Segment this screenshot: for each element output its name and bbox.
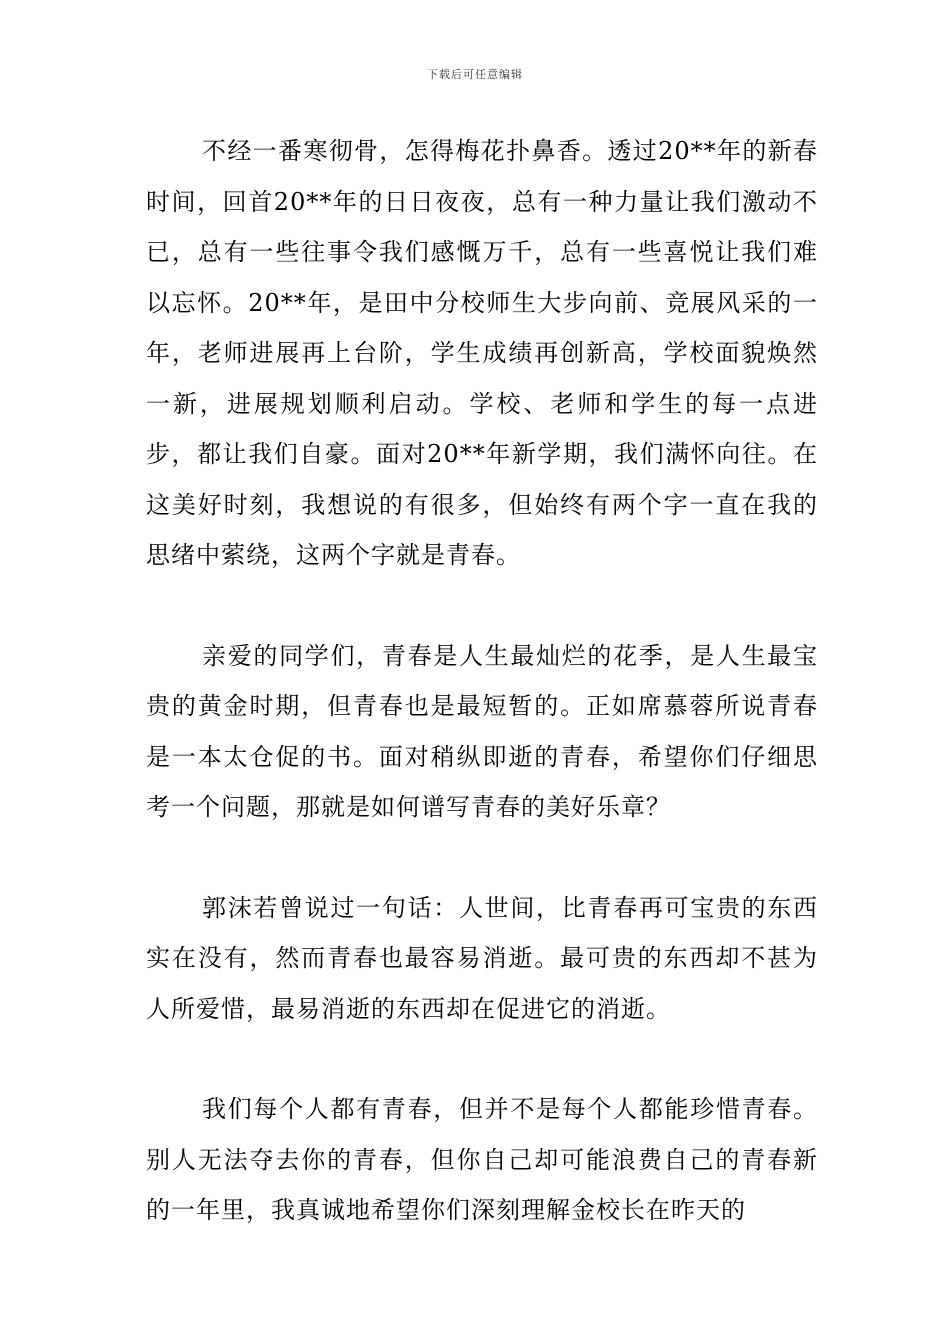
header-note: 下载后可任意编辑: [427, 68, 523, 81]
paragraph-3: 郭沫若曾说过一句话：人世间，比青春再可宝贵的东西实在没有，然而青春也最容易消逝。最可贵的东西却不甚为人所爱惜，最易消逝的东西却在促进它的消逝。: [146, 893, 818, 1023]
paragraph-gap: [146, 1034, 818, 1084]
paragraph-4: 我们每个人都有青春，但并不是每个人都能珍惜青春。别人无法夺去你的青春，但你自己却可能浪费自己的青春新的一年里，我真诚地希望你们深刻理解金校长在昨天的: [146, 1095, 818, 1224]
document-body: [146, 126, 818, 1236]
paragraph-2: 亲爱的同学们，青春是人生最灿烂的花季，是人生最宝贵的黄金时期，但青春也是最短暂的。正如席慕蓉所说青春是一本太仓促的书。面对稍纵即逝的青春，希望你们仔细思考一个问题，那就是如何谱写青春的美好乐章？: [146, 641, 818, 821]
paragraph-gap: [146, 581, 818, 631]
paragraph-gap: [146, 833, 818, 883]
paragraph-1: 不经一番寒彻骨，怎得梅花扑鼻香。透过20**年的新春时间，回首20**年的日日夜夜，总有一种力量让我们激动不已，总有一些往事令我们感慨万千，总有一些喜悦让我们难以忘怀。20**年，是田中分校师生大步向前、竞展风采的一年，老师进展再上台阶，学生成绩再创新高，学校面貌焕然一新，进展规划顺利启动。学校、老师和学生的每一点进步，都让我们自豪。面对20**年新学期，我们满怀向往。在这美好时刻，我想说的有很多，但始终有两个字一直在我的思绪中萦绕，这两个字就是青春。: [146, 137, 818, 569]
